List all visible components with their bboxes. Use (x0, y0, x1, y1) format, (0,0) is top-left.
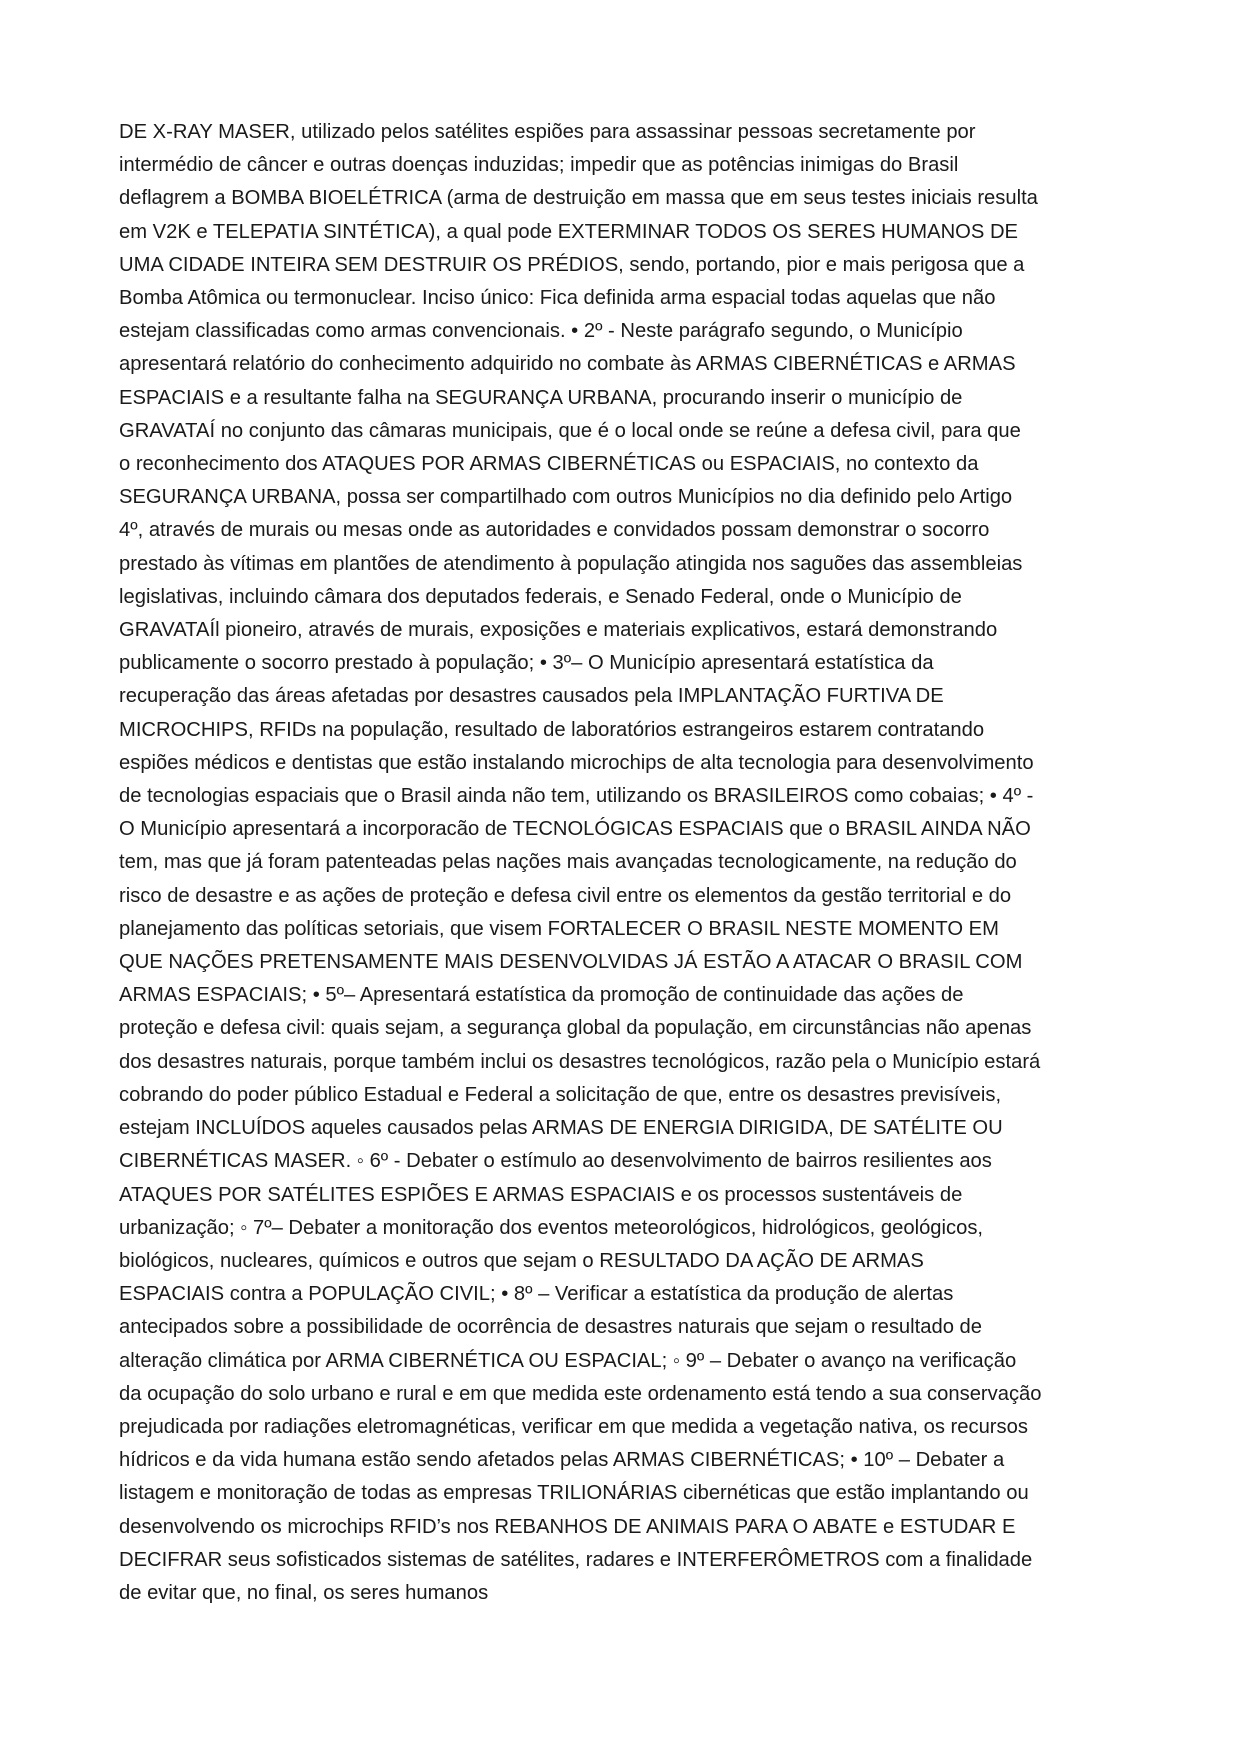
text-line: urbanização; ◦ 7º– Debater a monitoração dos eventos meteorológicos, hidrológicos, geológicos, (119, 1216, 984, 1239)
text-line: alteração climática por ARMA CIBERNÉTICA OU ESPACIAL; ◦ 9º – Debater o avanço na verificação (119, 1349, 1017, 1372)
text-line: apresentará relatório do conhecimento adquirido no combate às ARMAS CIBERNÉTICAS e ARMAS (119, 353, 1016, 376)
text-line: planejamento das políticas setoriais, que visem FORTALECER O BRASIL NESTE MOMENTO EM (119, 917, 999, 940)
text-line: CIBERNÉTICAS MASER. ◦ 6º - Debater o estímulo ao desenvolvimento de bairros resilientes aos (119, 1150, 992, 1173)
text-line: legislativas, incluindo câmara dos deputados federais, e Senado Federal, onde o Município de (119, 585, 962, 608)
text-line: listagem e monitoração de todas as empresas TRILIONÁRIAS cibernéticas que estão implantando ou (119, 1482, 1029, 1505)
text-line: prestado às vítimas em plantões de atendimento à população atingida nos saguões das assembleias (119, 552, 1023, 575)
text-line: estejam INCLUÍDOS aqueles causados pelas ARMAS DE ENERGIA DIRIGIDA, DE SATÉLITE OU (119, 1117, 1003, 1140)
text-line: antecipados sobre a possibilidade de ocorrência de desastres naturais que sejam o resultado de (119, 1316, 982, 1339)
text-line: proteção e defesa civil: quais sejam, a segurança global da população, em circunstâncias não apenas (119, 1017, 1032, 1040)
text-line: MICROCHIPS, RFIDs na população, resultado de laboratórios estrangeiros estarem contratando (119, 718, 985, 741)
text-line: Bomba Atômica ou termonuclear. Inciso único: Fica definida arma espacial todas aquelas que não (119, 287, 996, 310)
text-line: cobrando do poder público Estadual e Federal a solicitação de que, entre os desastres previsíveis, (119, 1083, 1002, 1106)
text-line: estejam classificadas como armas convencionais. • 2º - Neste parágrafo segundo, o Município (119, 320, 963, 343)
text-line: recuperação das áreas afetadas por desastres causados pela IMPLANTAÇÃO FURTIVA DE (119, 685, 944, 708)
text-line: GRAVATAÍl pioneiro, através de murais, exposições e materiais explicativos, estará demonstrando (119, 619, 998, 642)
text-line: hídricos e da vida humana estão sendo afetados pelas ARMAS CIBERNÉTICAS; • 10º – Debater a (119, 1449, 1005, 1472)
text-line: espiões médicos e dentistas que estão instalando microchips de alta tecnologia para desenvolvimento (119, 751, 1034, 774)
text-line: tem, mas que já foram patenteadas pelas nações mais avançadas tecnologicamente, na redução do (119, 851, 1017, 874)
text-line: de evitar que, no final, os seres humanos (119, 1581, 489, 1604)
text-line: intermédio de câncer e outras doenças induzidas; impedir que as potências inimigas do Brasil (119, 154, 959, 177)
text-line: GRAVATAÍ no conjunto das câmaras municipais, que é o local onde se reúne a defesa civil, para que (119, 419, 1021, 442)
text-line: o reconhecimento dos ATAQUES POR ARMAS CIBERNÉTICAS ou ESPACIAIS, no contexto da (119, 453, 979, 476)
text-line: SEGURANÇA URBANA, possa ser compartilhado com outros Municípios no dia definido pelo Artigo (119, 486, 1013, 509)
text-line: ATAQUES POR SATÉLITES ESPIÕES E ARMAS ESPACIAIS e os processos sustentáveis de (119, 1183, 963, 1206)
text-line: UMA CIDADE INTEIRA SEM DESTRUIR OS PRÉDIOS, sendo, portando, pior e mais perigosa que a (119, 253, 1025, 276)
text-line: da ocupação do solo urbano e rural e em que medida este ordenamento está tendo a sua conservação (119, 1382, 1042, 1405)
text-line: ESPACIAIS contra a POPULAÇÃO CIVIL; • 8º – Verificar a estatística da produção de alertas (119, 1283, 954, 1306)
text-line: risco de desastre e as ações de proteção e defesa civil entre os elementos da gestão territorial e do (119, 884, 1012, 907)
text-line: de tecnologias espaciais que o Brasil ainda não tem, utilizando os BRASILEIROS como cobaias; • 4º - (119, 785, 1034, 808)
text-line: prejudicada por radiações eletromagnéticas, verificar em que medida a vegetação nativa, os recursos (119, 1415, 1028, 1438)
text-line: biológicos, nucleares, químicos e outros que sejam o RESULTADO DA AÇÃO DE ARMAS (119, 1249, 924, 1272)
body-text (119, 116, 1129, 1610)
text-line: QUE NAÇÕES PRETENSAMENTE MAIS DESENVOLVIDAS JÁ ESTÃO A ATACAR O BRASIL COM (119, 951, 1023, 974)
text-line: ESPACIAIS e a resultante falha na SEGURANÇA URBANA, procurando inserir o município de (119, 386, 963, 409)
text-line: O Município apresentará a incorporacão de TECNOLÓGICAS ESPACIAIS que o BRASIL AINDA NÃO (119, 818, 1031, 841)
text-line: desenvolvendo os microchips RFID’s nos REBANHOS DE ANIMAIS PARA O ABATE e ESTUDAR E (119, 1515, 1016, 1538)
text-line: DECIFRAR seus sofisticados sistemas de satélites, radares e INTERFERÔMETROS com a finalidade (119, 1548, 1033, 1571)
text-line: ARMAS ESPACIAIS; • 5º– Apresentará estatística da promoção de continuidade das ações de (119, 984, 964, 1007)
text-line: dos desastres naturais, porque também inclui os desastres tecnológicos, razão pela o Município estará (119, 1050, 1041, 1073)
text-line: deflagrem a BOMBA BIOELÉTRICA (arma de destruição em massa que em seus testes iniciais resulta (119, 187, 1038, 210)
text-line: 4º, através de murais ou mesas onde as autoridades e convidados possam demonstrar o socorro (119, 519, 990, 542)
text-line: publicamente o socorro prestado à população; • 3º– O Município apresentará estatística da (119, 652, 934, 675)
text-line: DE X-RAY MASER, utilizado pelos satélites espiões para assassinar pessoas secretamente por (119, 121, 976, 143)
text-line: em V2K e TELEPATIA SINTÉTICA), a qual pode EXTERMINAR TODOS OS SERES HUMANOS DE (119, 220, 1018, 243)
